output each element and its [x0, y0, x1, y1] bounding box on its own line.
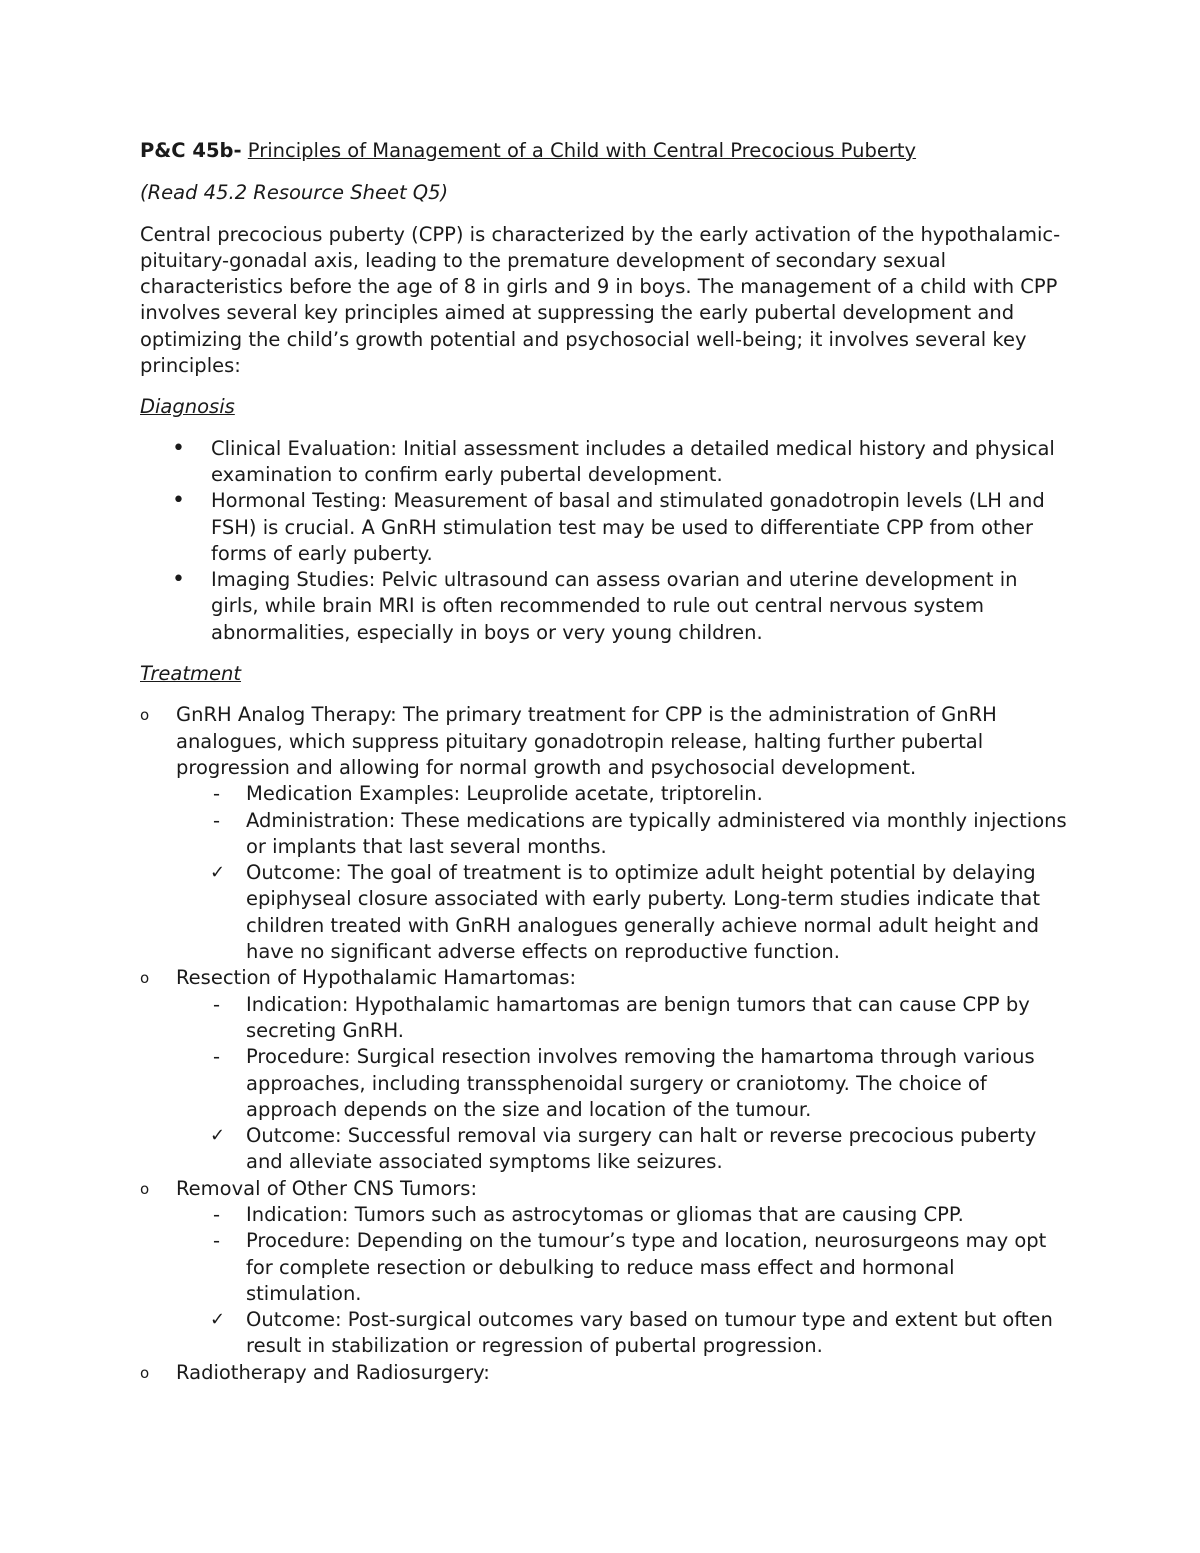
treatment-subitem — [210, 1202, 1070, 1228]
dash-bullet-icon: - — [213, 1229, 221, 1253]
treatment-item — [140, 965, 1070, 1175]
treatment-item-text: Removal of Other CNS Tumors: — [176, 1176, 478, 1200]
subitem-text: Outcome: Successful removal via surgery can halt or reverse precocious puberty and alleviate associated symptoms like seizures. — [246, 1124, 1037, 1174]
circle-bullet-icon: o — [140, 706, 150, 725]
treatment-sublist — [210, 1202, 1070, 1360]
treatment-item — [140, 1176, 1070, 1360]
treatment-item — [140, 702, 1070, 965]
treatment-item-text: Resection of Hypothalamic Hamartomas: — [176, 966, 577, 990]
treatment-subitem — [210, 992, 1070, 1045]
document-title — [140, 138, 1070, 164]
diagnosis-item: • Hormonal Testing: Measurement of basal and stimulated gonadotropin levels (LH and FSH) is crucial. A GnRH stimulation test may be used to differentiate CPP from other forms of early puberty. — [172, 488, 1070, 567]
treatment-subitem — [210, 860, 1070, 965]
treatment-item-text: GnRH Analog Therapy: The primary treatment for CPP is the administration of GnRH analogues, which suppress pituitary gonadotropin release, halting further pubertal progression and allowing for normal growth and psychosocial development. — [176, 703, 997, 779]
treatment-subitem — [210, 1228, 1070, 1307]
dash-bullet-icon: - — [213, 992, 221, 1016]
subitem-text: Indication: Hypothalamic hamartomas are benign tumors that can cause CPP by secreting GnRH. — [246, 992, 1030, 1042]
treatment-subitem — [210, 1123, 1070, 1176]
subitem-text: Procedure: Surgical resection involves removing the hamartoma through various approaches, including transsphenoidal surgery or craniotomy. The choice of approach depends on the size and location of the tumour. — [246, 1045, 1035, 1121]
checkmark-icon: ✓ — [210, 1125, 226, 1147]
treatment-subitem — [210, 1044, 1070, 1123]
title-main: Principles of Management of a Child with Central Precocious Puberty — [247, 139, 917, 162]
treatment-sublist — [210, 992, 1070, 1176]
title-code: P&C 45b- — [140, 139, 242, 162]
checkmark-icon: ✓ — [210, 862, 226, 884]
diagnosis-item: • Imaging Studies: Pelvic ultrasound can assess ovarian and uterine development in girls, while brain MRI is often recommended to rule out central nervous system abnormalities, especially in boys or very young children. — [172, 567, 1070, 646]
circle-bullet-icon: o — [140, 1179, 150, 1198]
dash-bullet-icon: - — [213, 782, 221, 806]
dash-bullet-icon: - — [213, 1202, 221, 1226]
treatment-item — [140, 1360, 1070, 1386]
circle-bullet-icon: o — [140, 1363, 150, 1382]
checkmark-icon: ✓ — [210, 1309, 226, 1331]
treatment-subitem — [210, 808, 1070, 861]
subitem-text: Indication: Tumors such as astrocytomas or gliomas that are causing CPP. — [246, 1202, 964, 1226]
reading-note: (Read 45.2 Resource Sheet Q5) — [140, 181, 449, 205]
subitem-text: Administration: These medications are typically administered via monthly injections or implants that last several months. — [246, 808, 1067, 858]
dash-bullet-icon: - — [213, 1045, 221, 1069]
subitem-text: Procedure: Depending on the tumour’s type and location, neurosurgeons may opt for complete resection or debulking to reduce mass effect and hormonal stimulation. — [246, 1229, 1047, 1305]
diagnosis-heading: Diagnosis — [140, 395, 235, 419]
treatment-heading: Treatment — [140, 662, 242, 686]
dash-bullet-icon: - — [213, 808, 221, 832]
subitem-text: Outcome: Post-surgical outcomes vary based on tumour type and extent but often result in stabilization or regression of pubertal progression. — [246, 1308, 1053, 1358]
treatment-item-text: Radiotherapy and Radiosurgery: — [176, 1360, 490, 1384]
subitem-text: Outcome: The goal of treatment is to optimize adult height potential by delaying epiphyseal closure associated with early puberty. Long-term studies indicate that children treated with GnRH analogues generally achieve normal adult height and have no significant adverse effects on reproductive function. — [246, 861, 1041, 964]
subitem-text: Medication Examples: Leuprolide acetate, triptorelin. — [246, 782, 763, 806]
document-page — [140, 138, 1070, 1386]
treatment-list — [140, 702, 1070, 1386]
treatment-sublist — [210, 781, 1070, 965]
treatment-subitem — [210, 1307, 1070, 1360]
treatment-subitem — [210, 781, 1070, 807]
diagnosis-list — [172, 436, 1070, 646]
diagnosis-item: • Clinical Evaluation: Initial assessment includes a detailed medical history and physical examination to confirm early pubertal development. — [172, 436, 1070, 489]
circle-bullet-icon: o — [140, 969, 150, 988]
intro-paragraph: Central precocious puberty (CPP) is characterized by the early activation of the hypothalamic-pituitary-gonadal axis, leading to the premature development of secondary sexual characteristics before the age of 8 in girls and 9 in boys. The management of a child with CPP involves several key principles aimed at suppressing the early pubertal development and optimizing the child’s growth potential and psychosocial well-being; it involves several key principles: — [140, 222, 1061, 378]
